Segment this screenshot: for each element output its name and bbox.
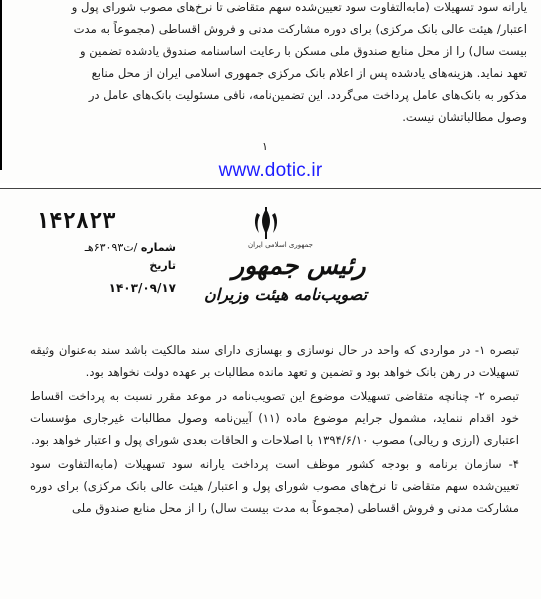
date-row (26, 259, 176, 272)
text-line: بیست سال) را از محل منابع صندوق ملی مسکن با رعایت اساسنامه صندوق یادشده تضمین و (80, 44, 527, 58)
president-title: رئیس جمهور (232, 251, 366, 280)
paragraph: تبصره ۲- چنانچه متقاضی تسهیلات موضوع این تصویب‌نامه در موعد مقرر نسبت به پرداخت اقساط خود اقدام ننماید، مشمول جرایم موضوع ماده (۱۱) آیین‌نامه وصول مطالبات غیرجاری مؤسسات اعتباری (ارزی و ریالی) مصوب ۱۳۹۴/۶/۱۰ با اصلاحات و الحاقات بعدی شورای پول و اعتبار خواهد بود. (30, 389, 519, 447)
cabinet-decree-title: تصویب‌نامه هیئت وزیران (204, 285, 368, 304)
reference-label: شماره (140, 241, 176, 254)
paragraph: ۴- سازمان برنامه و بودجه کشور موظف است پرداخت یارانه سود تسهیلات (مابه‌التفاوت سود تعیین‌شده سهم متقاضی تا نرخ‌های مصوب شورای پول و اعتبار/ هیئت عالی بانک مرکزی) برای دوره مشارکت مدنی و فروش اقساطی (مجموعاً به مدت بیست سال) را از محل منابع صندوق ملی (30, 457, 519, 515)
document-page-2 (0, 188, 541, 599)
text-line: تعهد نماید. هزینه‌های یادشده پس از اعلام بانک مرکزی جمهوری اسلامی ایران از محل منابع (91, 66, 527, 80)
page-1-text (10, 0, 527, 128)
page-border-line (0, 0, 2, 170)
text-line: مذکور به بانک‌های عامل پرداخت می‌گردد. این تضمین‌نامه، نافی مسئولیت بانک‌های عامل در (88, 88, 527, 102)
document-page-1 (0, 0, 541, 183)
reference-value: /ت۶۳۰۹۳هـ (84, 241, 138, 254)
text-line: یارانه سود تسهیلات (مابه‌التفاوت سود تعیین‌شده سهم متقاضی تا نرخ‌های مصوب شورای پول و (71, 0, 527, 14)
date-value: ۱۴۰۳/۰۹/۱۷ (108, 281, 176, 295)
text-line: وصول مطالباتشان نیست. (402, 110, 527, 124)
reference-number (26, 241, 176, 254)
text-line: اعتبار/ هیئت عالی بانک مرکزی) برای دوره مشارکت مدنی و فروش اقساطی (مجموعاً به مدت (73, 22, 527, 36)
date-label: تاریخ (149, 259, 176, 272)
republic-name: جمهوری اسلامی ایران (248, 241, 313, 249)
paragraph: تبصره ۱- در مواردی که واحد در حال نوسازی و بهسازی دارای سند مالکیت باشد سند به‌عنوان وثیقه تسهیلات در رهن بانک خواهد بود و تضمین و تعهد مانده مطالبات بر عهده دولت نخواهد بود. (30, 343, 520, 379)
page-2-body (30, 339, 519, 521)
document-number: ۱۴۲۸۲۳ (36, 209, 116, 234)
iran-emblem-icon (248, 205, 284, 241)
watermark-url: www.dotic.ir (218, 160, 323, 181)
page-number: ۱ (262, 140, 268, 153)
